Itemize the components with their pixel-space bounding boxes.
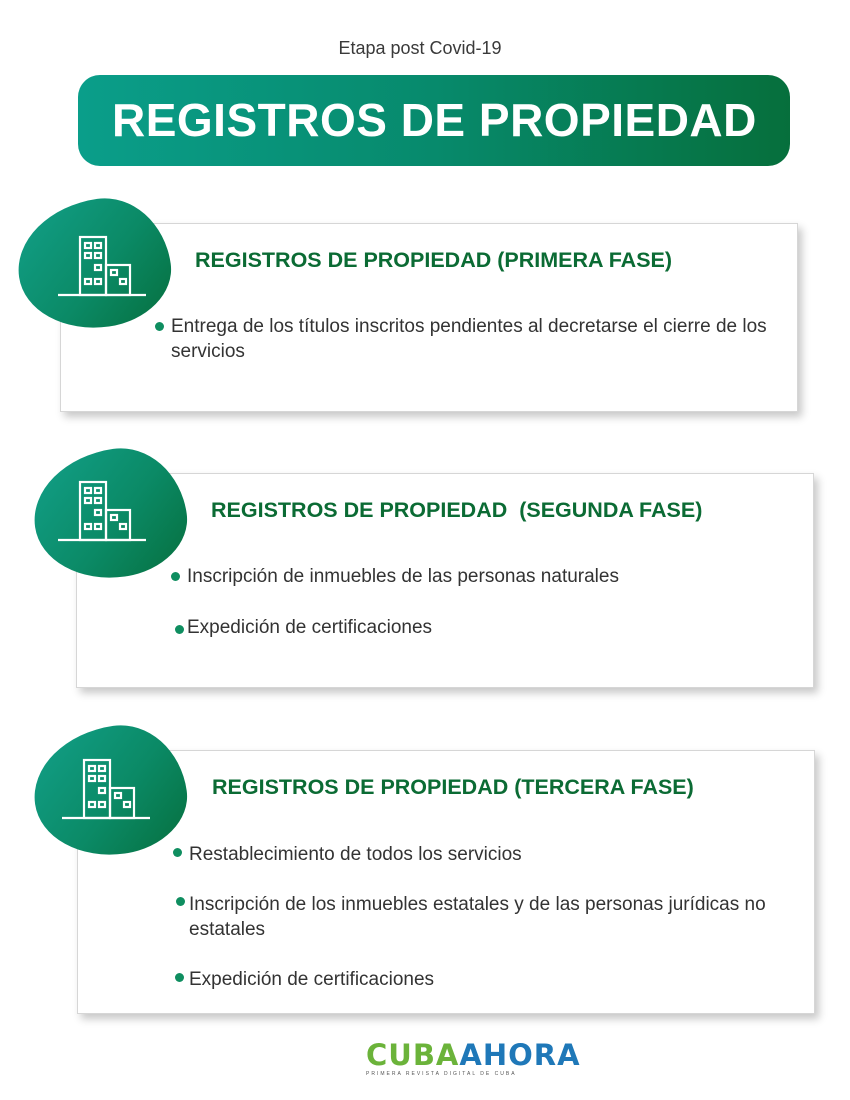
- phase-title-1: REGISTROS DE PROPIEDAD (PRIMERA FASE): [195, 248, 673, 272]
- subtitle: Etapa post Covid-19: [338, 38, 502, 58]
- logo-wordmark: [366, 1038, 581, 1072]
- cubahora-logo: [366, 1038, 581, 1082]
- bullet-dot: [171, 572, 180, 581]
- bullet-item-3-2: Inscripción de los inmuebles estatales y de las personas jurídicas no estatales: [189, 894, 766, 940]
- bullet-item-3-3: Expedición de certificaciones: [189, 969, 435, 990]
- building-icon: [56, 231, 148, 301]
- phase-card-3: [77, 750, 815, 1014]
- bullet-dot: [155, 322, 164, 331]
- bullet-dot: [175, 973, 184, 982]
- bullet-item-2-2: Expedición de certificaciones: [187, 617, 433, 638]
- bullet-dot: [176, 897, 185, 906]
- title-banner: [78, 75, 790, 166]
- bullet-item-3-1: Restablecimiento de todos los servicios: [189, 844, 522, 865]
- bullet-item-2-1: Inscripción de inmuebles de las personas naturales: [187, 566, 619, 587]
- building-icon: [60, 754, 152, 824]
- building-icon: [56, 476, 148, 546]
- phase-title-3: REGISTROS DE PROPIEDAD (TERCERA FASE): [212, 775, 694, 799]
- bullet-dot: [175, 625, 184, 634]
- logo-tagline: PRIMERA REVISTA DIGITAL DE CUBA: [366, 1071, 517, 1077]
- phase-card-2: [76, 473, 814, 688]
- bullet-dot: [173, 848, 182, 857]
- logo-ahora-text: AHORA: [459, 1038, 581, 1072]
- bullet-item-1-1: Entrega de los títulos inscritos pendientes al decretarse el cierre de los servicios: [171, 316, 767, 362]
- phase-title-2: REGISTROS DE PROPIEDAD (SEGUNDA FASE): [211, 498, 703, 522]
- phase-card-1: [60, 223, 798, 412]
- logo-cuba-text: CUBA: [366, 1038, 460, 1072]
- page-title: REGISTROS DE PROPIEDAD: [112, 94, 757, 146]
